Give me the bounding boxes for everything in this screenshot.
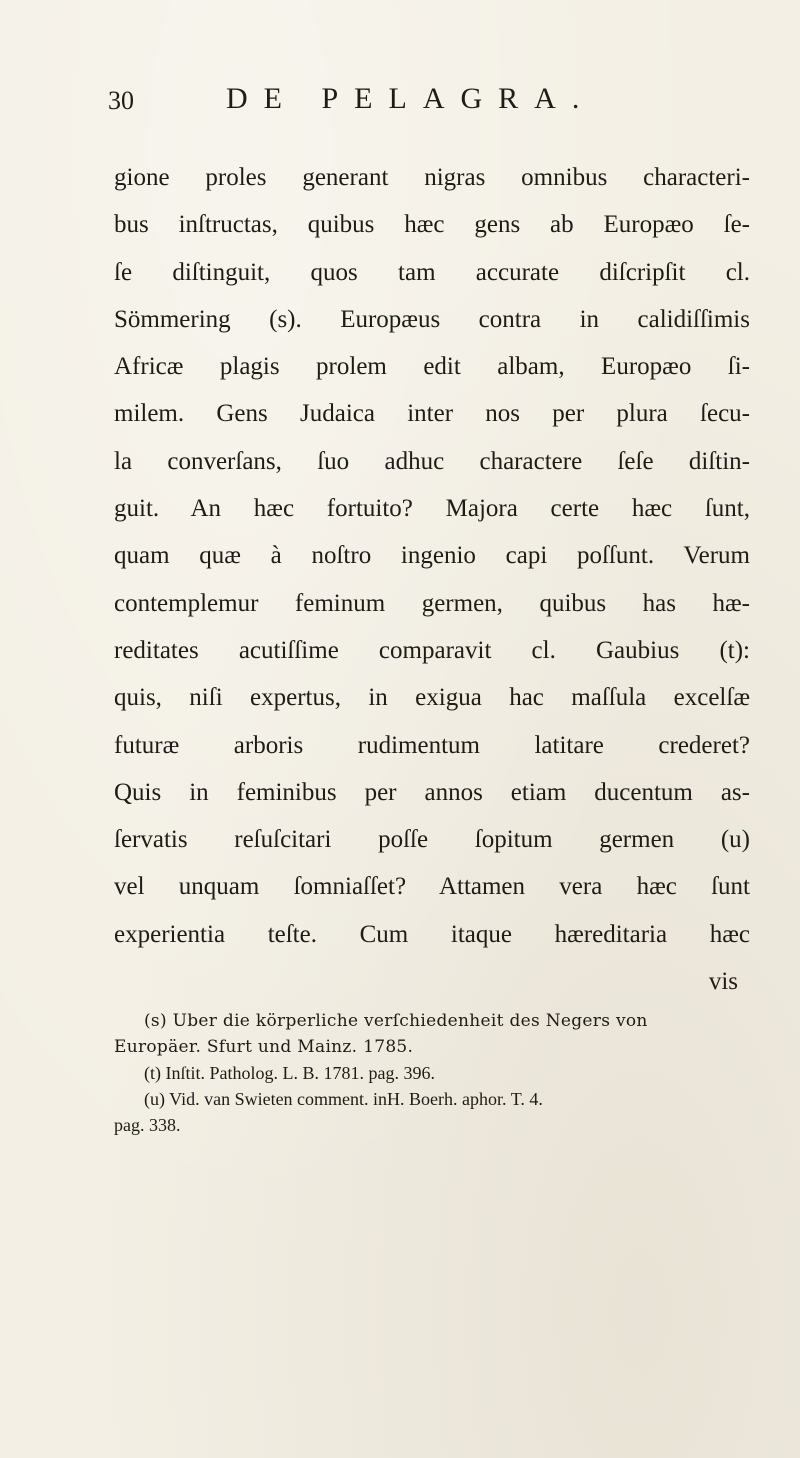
footnote-u-continued: pag. 338. (114, 1115, 181, 1135)
text-line: ſervatis reſuſcitari poſſe ſopitum germen (u) (114, 826, 750, 854)
footnote-s-continued: Europäer. Sfurt und Mainz. 1785. (114, 1037, 414, 1057)
running-title: DE PELAGRA. (226, 82, 596, 115)
text-line: reditates acutiſſime comparavit cl. Gaubius (t): (114, 636, 750, 664)
text-line: ſe diſtinguit, quos tam accurate diſcripſit cl. (114, 258, 750, 286)
catchword: vis (708, 968, 738, 996)
footnote-s: (s) Uber die körperliche verſchiedenheit des Negers von (144, 1011, 648, 1031)
text-line: futuræ arboris rudimentum latitare crederet? (114, 731, 750, 759)
page-number: 30 (108, 86, 134, 115)
text-line: Quis in feminibus per annos etiam ducentum as- (114, 778, 750, 806)
text-line: quam quæ à noſtro ingenio capi poſſunt. Verum (114, 542, 750, 570)
text-line: Africæ plagis prolem edit albam, Europæo ſi- (114, 353, 750, 381)
text-line: la converſans, ſuo adhuc charactere ſeſe diſtin- (114, 447, 750, 475)
text-line: vel unquam ſomniaſſet? Attamen vera hæc ſunt (114, 873, 750, 901)
text-line: guit. An hæc fortuito? Majora certe hæc ſunt, (114, 495, 750, 523)
text-line: gione proles generant nigras omnibus characteri- (114, 164, 750, 191)
text-line: experientia teſte. Cum itaque hæreditaria hæc (114, 920, 750, 948)
running-head (108, 82, 748, 122)
text-line: contemplemur feminum germen, quibus has hæ- (114, 589, 750, 617)
text-line: Sömmering (s). Europæus contra in calidiſſimis (114, 305, 750, 333)
footnote-t: (t) Inſtit. Patholog. L. B. 1781. pag. 396. (144, 1063, 435, 1083)
text-line: milem. Gens Judaica inter nos per plura ſecu- (114, 400, 750, 428)
text-line: bus inſtructas, quibus hæc gens ab Europæo ſe- (114, 211, 750, 239)
text-line: quis, niſi expertus, in exigua hac maſſula excelſæ (114, 684, 750, 712)
footnote-u: (u) Vid. van Swieten comment. inH. Boerh. aphor. T. 4. (144, 1089, 543, 1109)
footnotes (114, 1008, 750, 1138)
body-text (114, 154, 750, 1005)
